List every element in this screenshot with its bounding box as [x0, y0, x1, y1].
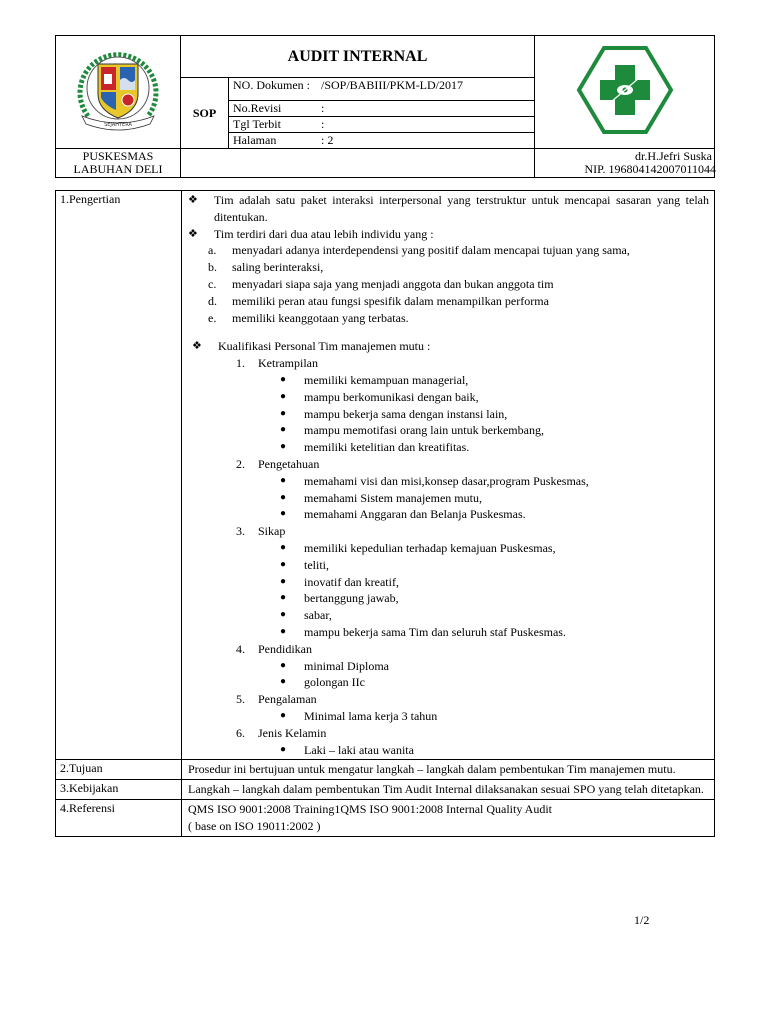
bullet-dot-icon: ●: [280, 474, 287, 486]
qualification-group-heading: [188, 523, 709, 540]
qualification-group-heading: [188, 355, 709, 372]
bullet-dot-icon: ●: [280, 541, 287, 553]
qualification-groups: [188, 355, 709, 758]
paragraph-members: [188, 226, 709, 243]
list-item-text: mampu bekerja sama dengan instansi lain,: [304, 406, 508, 421]
list-marker: a.: [208, 243, 217, 258]
sop-label: SOP: [181, 78, 229, 149]
bullet-dot-icon: ●: [280, 709, 287, 721]
list-item-text: memiliki keanggotaan yang terbatas.: [232, 310, 409, 325]
qualification-group-heading: [188, 641, 709, 658]
group-title: Pendidikan: [258, 641, 312, 656]
list-marker: 2.: [236, 456, 245, 471]
list-item-text: mampu berkomunikasi dengan baik,: [304, 389, 479, 404]
bullet-dot-icon: ●: [280, 390, 287, 402]
alpha-list-item: [188, 276, 709, 293]
bullet-dot-icon: ●: [280, 407, 287, 419]
alpha-list: [188, 242, 709, 326]
meta-revisi: [229, 101, 535, 117]
meta-key: Tgl Terbit: [233, 117, 281, 131]
list-item-text: minimal Diploma: [304, 658, 389, 673]
bullet-dot-icon: ●: [280, 575, 287, 587]
qualification-item: [188, 574, 709, 591]
bullet-dot-icon: ●: [280, 558, 287, 570]
qualification-item: [188, 607, 709, 624]
puskesmas-logo: [575, 45, 675, 135]
bullet-dot-icon: ●: [280, 373, 287, 385]
qualification-group-heading: [188, 691, 709, 708]
alpha-list-item: [188, 310, 709, 327]
list-item-text: memahami visi dan misi,konsep dasar,program Puskesmas,: [304, 473, 589, 488]
meta-key: NO. Dokumen :: [233, 78, 310, 92]
paragraph-text: Tim terdiri dari dua atau lebih individu yang :: [214, 226, 434, 241]
signer-name: dr.H.Jefri Suska: [635, 149, 713, 163]
bullet-dot-icon: ●: [280, 424, 287, 436]
bullet-dot-icon: ●: [280, 676, 287, 688]
list-item-text: Minimal lama kerja 3 tahun: [304, 708, 438, 723]
group-title: Sikap: [258, 524, 286, 539]
bullet-dot-icon: ●: [280, 441, 287, 453]
list-item-text: memiliki kepedulian terhadap kemajuan Puskesmas,: [304, 540, 556, 555]
sop-header-table: [55, 35, 715, 178]
list-item-text: memiliki ketelitian dan kreatifitas.: [304, 440, 470, 455]
reference-line: QMS ISO 9001:2008 Training1QMS ISO 9001:2008 Internal Quality Audit: [188, 801, 553, 816]
list-marker: 5.: [236, 692, 245, 707]
page-number: 1/2: [634, 913, 650, 927]
group-title: Jenis Kelamin: [258, 725, 327, 740]
list-item-text: mampu bekerja sama Tim dan seluruh staf Puskesmas.: [304, 624, 566, 639]
meta-sep: :: [321, 101, 325, 115]
diamond-bullet-icon: ❖: [192, 340, 202, 353]
section-content-pengertian: [182, 191, 715, 760]
section-label-kebijakan: 3.Kebijakan: [56, 780, 182, 800]
bullet-dot-icon: ●: [280, 491, 287, 503]
qualification-item: [188, 708, 709, 725]
list-item-text: menyadari siapa saja yang menjadi anggota dan bukan anggota tim: [232, 276, 554, 291]
diamond-bullet-icon: ❖: [188, 194, 198, 206]
meta-sep: : 2: [321, 133, 334, 147]
list-marker: 4.: [236, 641, 245, 656]
list-item-text: Laki – laki atau wanita: [304, 742, 414, 757]
signer-nip: NIP. 196804142007011044: [584, 162, 717, 176]
section-content-tujuan: Prosedur ini bertujuan untuk mengatur langkah – langkah dalam pembentukan Tim manajemen mutu.: [182, 760, 715, 780]
qualification-item: [188, 372, 709, 389]
document-title: AUDIT INTERNAL: [181, 36, 535, 78]
qualification-item: [188, 624, 709, 641]
qualification-item: [188, 742, 709, 759]
group-title: Ketrampilan: [258, 356, 318, 371]
empty-cell: [181, 149, 535, 178]
regency-emblem-cell: [56, 36, 181, 149]
list-marker: 6.: [236, 725, 245, 740]
qualification-item: [188, 473, 709, 490]
qualification-item: [188, 490, 709, 507]
meta-halaman: [229, 133, 535, 149]
bullet-dot-icon: ●: [280, 609, 287, 621]
signer-block: [535, 149, 715, 178]
list-marker: 3.: [236, 524, 245, 539]
list-item-text: memahami Anggaran dan Belanja Puskesmas.: [304, 507, 526, 522]
section-label-pengertian: 1.Pengertian: [56, 191, 182, 760]
alpha-list-item: [188, 259, 709, 276]
section-content-referensi: [182, 799, 715, 836]
sop-content-table: [55, 190, 715, 837]
qualification-item: [188, 406, 709, 423]
qualification-item: [188, 540, 709, 557]
meta-key: No.Revisi: [233, 101, 282, 115]
puskesmas-logo-cell: [535, 36, 715, 149]
qualification-item: [188, 557, 709, 574]
list-item-text: memahami Sistem manajemen mutu,: [304, 490, 482, 505]
meta-sep: :: [321, 117, 325, 131]
org-line2: LABUHAN DELI: [73, 162, 163, 176]
list-marker: 1.: [236, 356, 245, 371]
qualification-item: [188, 506, 709, 523]
paragraph-qualification: [188, 338, 709, 355]
regency-emblem-logo: [68, 44, 168, 136]
bullet-dot-icon: ●: [280, 625, 287, 637]
list-item-text: inovatif dan kreatif,: [304, 574, 399, 589]
meta-key: Halaman: [233, 133, 277, 147]
list-item-text: sabar,: [304, 608, 332, 623]
qualification-item: [188, 422, 709, 439]
list-marker: b.: [208, 260, 217, 275]
qualification-group-heading: [188, 456, 709, 473]
qualification-group-heading: [188, 725, 709, 742]
meta-terbit: [229, 117, 535, 133]
alpha-list-item: [188, 293, 709, 310]
list-item-text: memiliki kemampuan managerial,: [304, 372, 469, 387]
list-marker: d.: [208, 293, 217, 308]
qualification-item: [188, 439, 709, 456]
list-item-text: teliti,: [304, 557, 329, 572]
reference-line: ( base on ISO 19011:2002 ): [188, 818, 321, 833]
qualification-item: [188, 674, 709, 691]
paragraph-text: Kualifikasi Personal Tim manajemen mutu :: [218, 339, 431, 354]
bullet-dot-icon: ●: [280, 592, 287, 604]
qualification-item: [188, 590, 709, 607]
meta-dokumen: [229, 78, 535, 101]
diamond-bullet-icon: ❖: [188, 227, 198, 240]
group-title: Pengalaman: [258, 692, 317, 707]
section-label-referensi: 4.Referensi: [56, 799, 182, 836]
group-title: Pengetahuan: [258, 456, 320, 471]
list-marker: c.: [208, 276, 217, 291]
qualification-item: [188, 389, 709, 406]
bullet-dot-icon: ●: [280, 508, 287, 520]
paragraph-text: Tim adalah satu paket interaksi interpersonal yang terstruktur untuk mencapai sasaran yang telah ditentukan.: [214, 193, 709, 224]
list-item-text: memiliki peran atau fungsi spesifik dalam menampilkan performa: [232, 293, 549, 308]
list-item-text: mampu memotifasi orang lain untuk berkembang,: [304, 423, 544, 438]
list-item-text: menyadari adanya interdependensi yang positif dalam mencapai tujuan yang sama,: [232, 243, 630, 258]
section-content-kebijakan: Langkah – langkah dalam pembentukan Tim Audit Internal dilaksanakan sesuai SPO yang telah ditetapkan.: [182, 780, 715, 800]
bullet-dot-icon: ●: [280, 659, 287, 671]
list-item-text: saling berinteraksi,: [232, 260, 324, 275]
org-name: [56, 149, 181, 178]
org-line1: PUSKESMAS: [82, 149, 154, 163]
bullet-dot-icon: ●: [280, 743, 287, 755]
list-item-text: golongan IIc: [304, 675, 365, 690]
paragraph-definition: [188, 192, 709, 226]
emblem-motto: SEJAHTERA: [104, 122, 132, 128]
meta-value: /SOP/BABIII/PKM-LD/2017: [321, 78, 464, 92]
qualification-item: [188, 658, 709, 675]
list-marker: e.: [208, 310, 217, 325]
list-item-text: bertanggung jawab,: [304, 591, 399, 606]
section-label-tujuan: 2.Tujuan: [56, 760, 182, 780]
alpha-list-item: [188, 242, 709, 259]
